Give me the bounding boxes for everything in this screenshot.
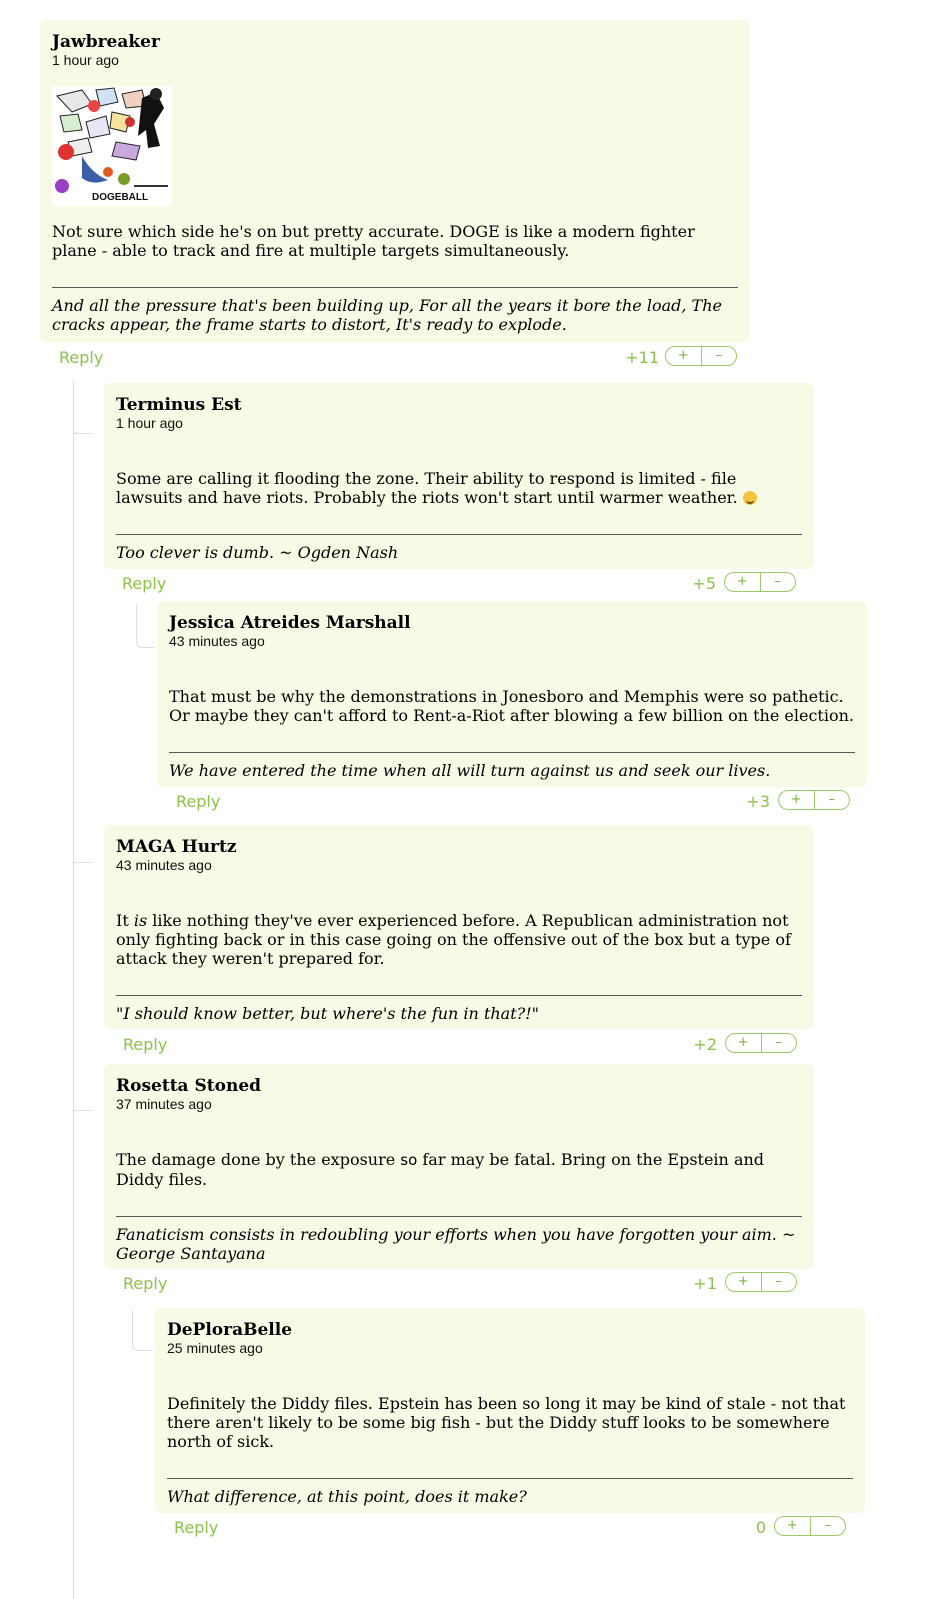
comment-body-text: The damage done by the exposure	[116, 1150, 401, 1169]
comment-timestamp[interactable]: 1 hour ago	[116, 415, 183, 431]
vote-score: +3	[746, 792, 770, 811]
comment-body-text: It	[116, 911, 134, 930]
signature-divider	[116, 534, 802, 535]
vote-buttons	[725, 1033, 797, 1053]
comment-author[interactable]: Rosetta Stoned	[116, 1076, 262, 1096]
comment-body	[116, 911, 802, 968]
reply-button[interactable]: Reply	[123, 1274, 168, 1293]
thread-connector	[136, 605, 155, 648]
upvote-button[interactable]: +	[786, 1518, 798, 1533]
comment-actions	[123, 1272, 799, 1294]
comment-signature: We have entered the time when all will turn against us and seek our lives.	[169, 761, 771, 780]
reply-button[interactable]: Reply	[174, 1518, 219, 1537]
comment-author[interactable]: MAGA Hurtz	[116, 837, 237, 857]
thread-connector	[73, 1110, 93, 1111]
downvote-button[interactable]: –	[701, 347, 737, 365]
comment-body: That must be why the demonstrations in Jonesboro and Memphis were so pathetic. Or maybe they can't afford to Rent-a-Riot after blowing a few billion on the election.	[169, 687, 854, 725]
thread-connector	[73, 380, 91, 434]
image-caption: DOGEBALL	[92, 192, 149, 203]
vote-score: +11	[625, 348, 659, 367]
comment-signature: Too clever is dumb. ~ Ogden Nash	[116, 543, 399, 562]
comment-card	[157, 601, 867, 787]
comment-author[interactable]: DePloraBelle	[167, 1320, 293, 1340]
grinning-face-emoji-icon	[743, 491, 757, 505]
vote-buttons	[774, 1516, 846, 1536]
comment-body-text: like nothing they've ever experienced before. A Republican administration not only fighting back or in this case going on the offensive out of the box but a type of attack they weren't prepared for.	[116, 911, 791, 968]
comment-card	[104, 825, 814, 1029]
comment-actions	[176, 790, 852, 812]
comment-card	[40, 20, 750, 342]
comment-signature: And all the pressure that's been building up, For all the years it bore the load, The cracks appear, the frame starts to distort, It's ready to explode.	[52, 296, 722, 334]
vote-score: +1	[693, 1274, 717, 1293]
downvote-button[interactable]: –	[761, 1273, 797, 1291]
reply-button[interactable]: Reply	[176, 792, 221, 811]
comment-timestamp[interactable]: 1 hour ago	[52, 52, 119, 68]
comment-body-text: so	[400, 1151, 418, 1169]
cartoon-image	[52, 86, 170, 206]
comment-actions	[123, 1033, 799, 1055]
vote-score: 0	[755, 1518, 766, 1537]
upvote-button[interactable]: +	[736, 574, 748, 589]
vote-buttons	[724, 572, 796, 592]
vote-score: +5	[692, 574, 716, 593]
comment-author[interactable]: Jessica Atreides Marshall	[169, 613, 411, 633]
reply-button[interactable]: Reply	[59, 348, 104, 367]
downvote-button[interactable]: –	[810, 1517, 846, 1535]
comment-timestamp[interactable]: 37 minutes ago	[116, 1096, 212, 1112]
comment-card	[155, 1308, 865, 1513]
comment-body: Not sure which side he's on but pretty accurate. DOGE is like a modern fighter plane - able to track and fire at multiple targets simultaneously.	[52, 222, 695, 260]
comment-signature: "I should know better, but where's the fun in that?!"	[116, 1004, 540, 1023]
thread-connector	[132, 1310, 153, 1351]
vote-buttons	[778, 790, 850, 810]
signature-divider	[116, 1216, 802, 1217]
comment-signature: Fanaticism consists in redoubling your efforts when you have forgotten your aim. ~ George Santayana	[116, 1225, 796, 1263]
downvote-button[interactable]: –	[761, 1034, 797, 1052]
comment-card	[104, 383, 814, 569]
comment-timestamp[interactable]: 25 minutes ago	[167, 1340, 263, 1356]
vote-score: +2	[693, 1035, 717, 1054]
comment-image[interactable]	[52, 86, 172, 206]
vote-buttons	[725, 1272, 797, 1292]
comment-body: Definitely the Diddy files. Epstein has been so long it may be kind of stale - not that there aren't likely to be some big fish - but the Diddy stuff looks to be somewhere north of sick.	[167, 1394, 846, 1451]
signature-divider	[52, 287, 738, 288]
thread-connector	[73, 862, 93, 863]
reply-button[interactable]: Reply	[123, 1035, 168, 1054]
thread-connector	[73, 433, 93, 434]
downvote-button[interactable]: –	[760, 573, 796, 591]
signature-divider	[169, 752, 855, 753]
comment-actions	[59, 346, 739, 368]
comment-body	[116, 1150, 802, 1189]
thread-line-main	[73, 380, 74, 1599]
upvote-button[interactable]: +	[737, 1035, 749, 1050]
comment-body-emphasis: is	[133, 911, 148, 930]
comment-actions	[122, 572, 798, 594]
comment-author[interactable]: Terminus Est	[116, 395, 242, 415]
downvote-button[interactable]: –	[814, 791, 850, 809]
vote-buttons	[665, 346, 737, 366]
comment-body	[116, 469, 802, 507]
comment-body-text: Some are calling it flooding the zone. Their ability to respond is limited - file lawsuits and have riots. Probably the riots won't start until warmer weather.	[116, 469, 738, 507]
upvote-button[interactable]: +	[790, 792, 802, 807]
comment-body-text: far may be fatal. Bring on the Epstein and Diddy files.	[116, 1150, 765, 1189]
comment-actions	[174, 1516, 848, 1538]
upvote-button[interactable]: +	[677, 348, 689, 363]
comment-author[interactable]: Jawbreaker	[52, 32, 160, 52]
comment-timestamp[interactable]: 43 minutes ago	[116, 857, 212, 873]
comment-signature: What difference, at this point, does it make?	[167, 1487, 527, 1506]
upvote-button[interactable]: +	[737, 1274, 749, 1289]
signature-divider	[167, 1478, 853, 1479]
comment-timestamp[interactable]: 43 minutes ago	[169, 633, 265, 649]
signature-divider	[116, 995, 802, 996]
comment-card	[104, 1064, 814, 1269]
reply-button[interactable]: Reply	[122, 574, 167, 593]
